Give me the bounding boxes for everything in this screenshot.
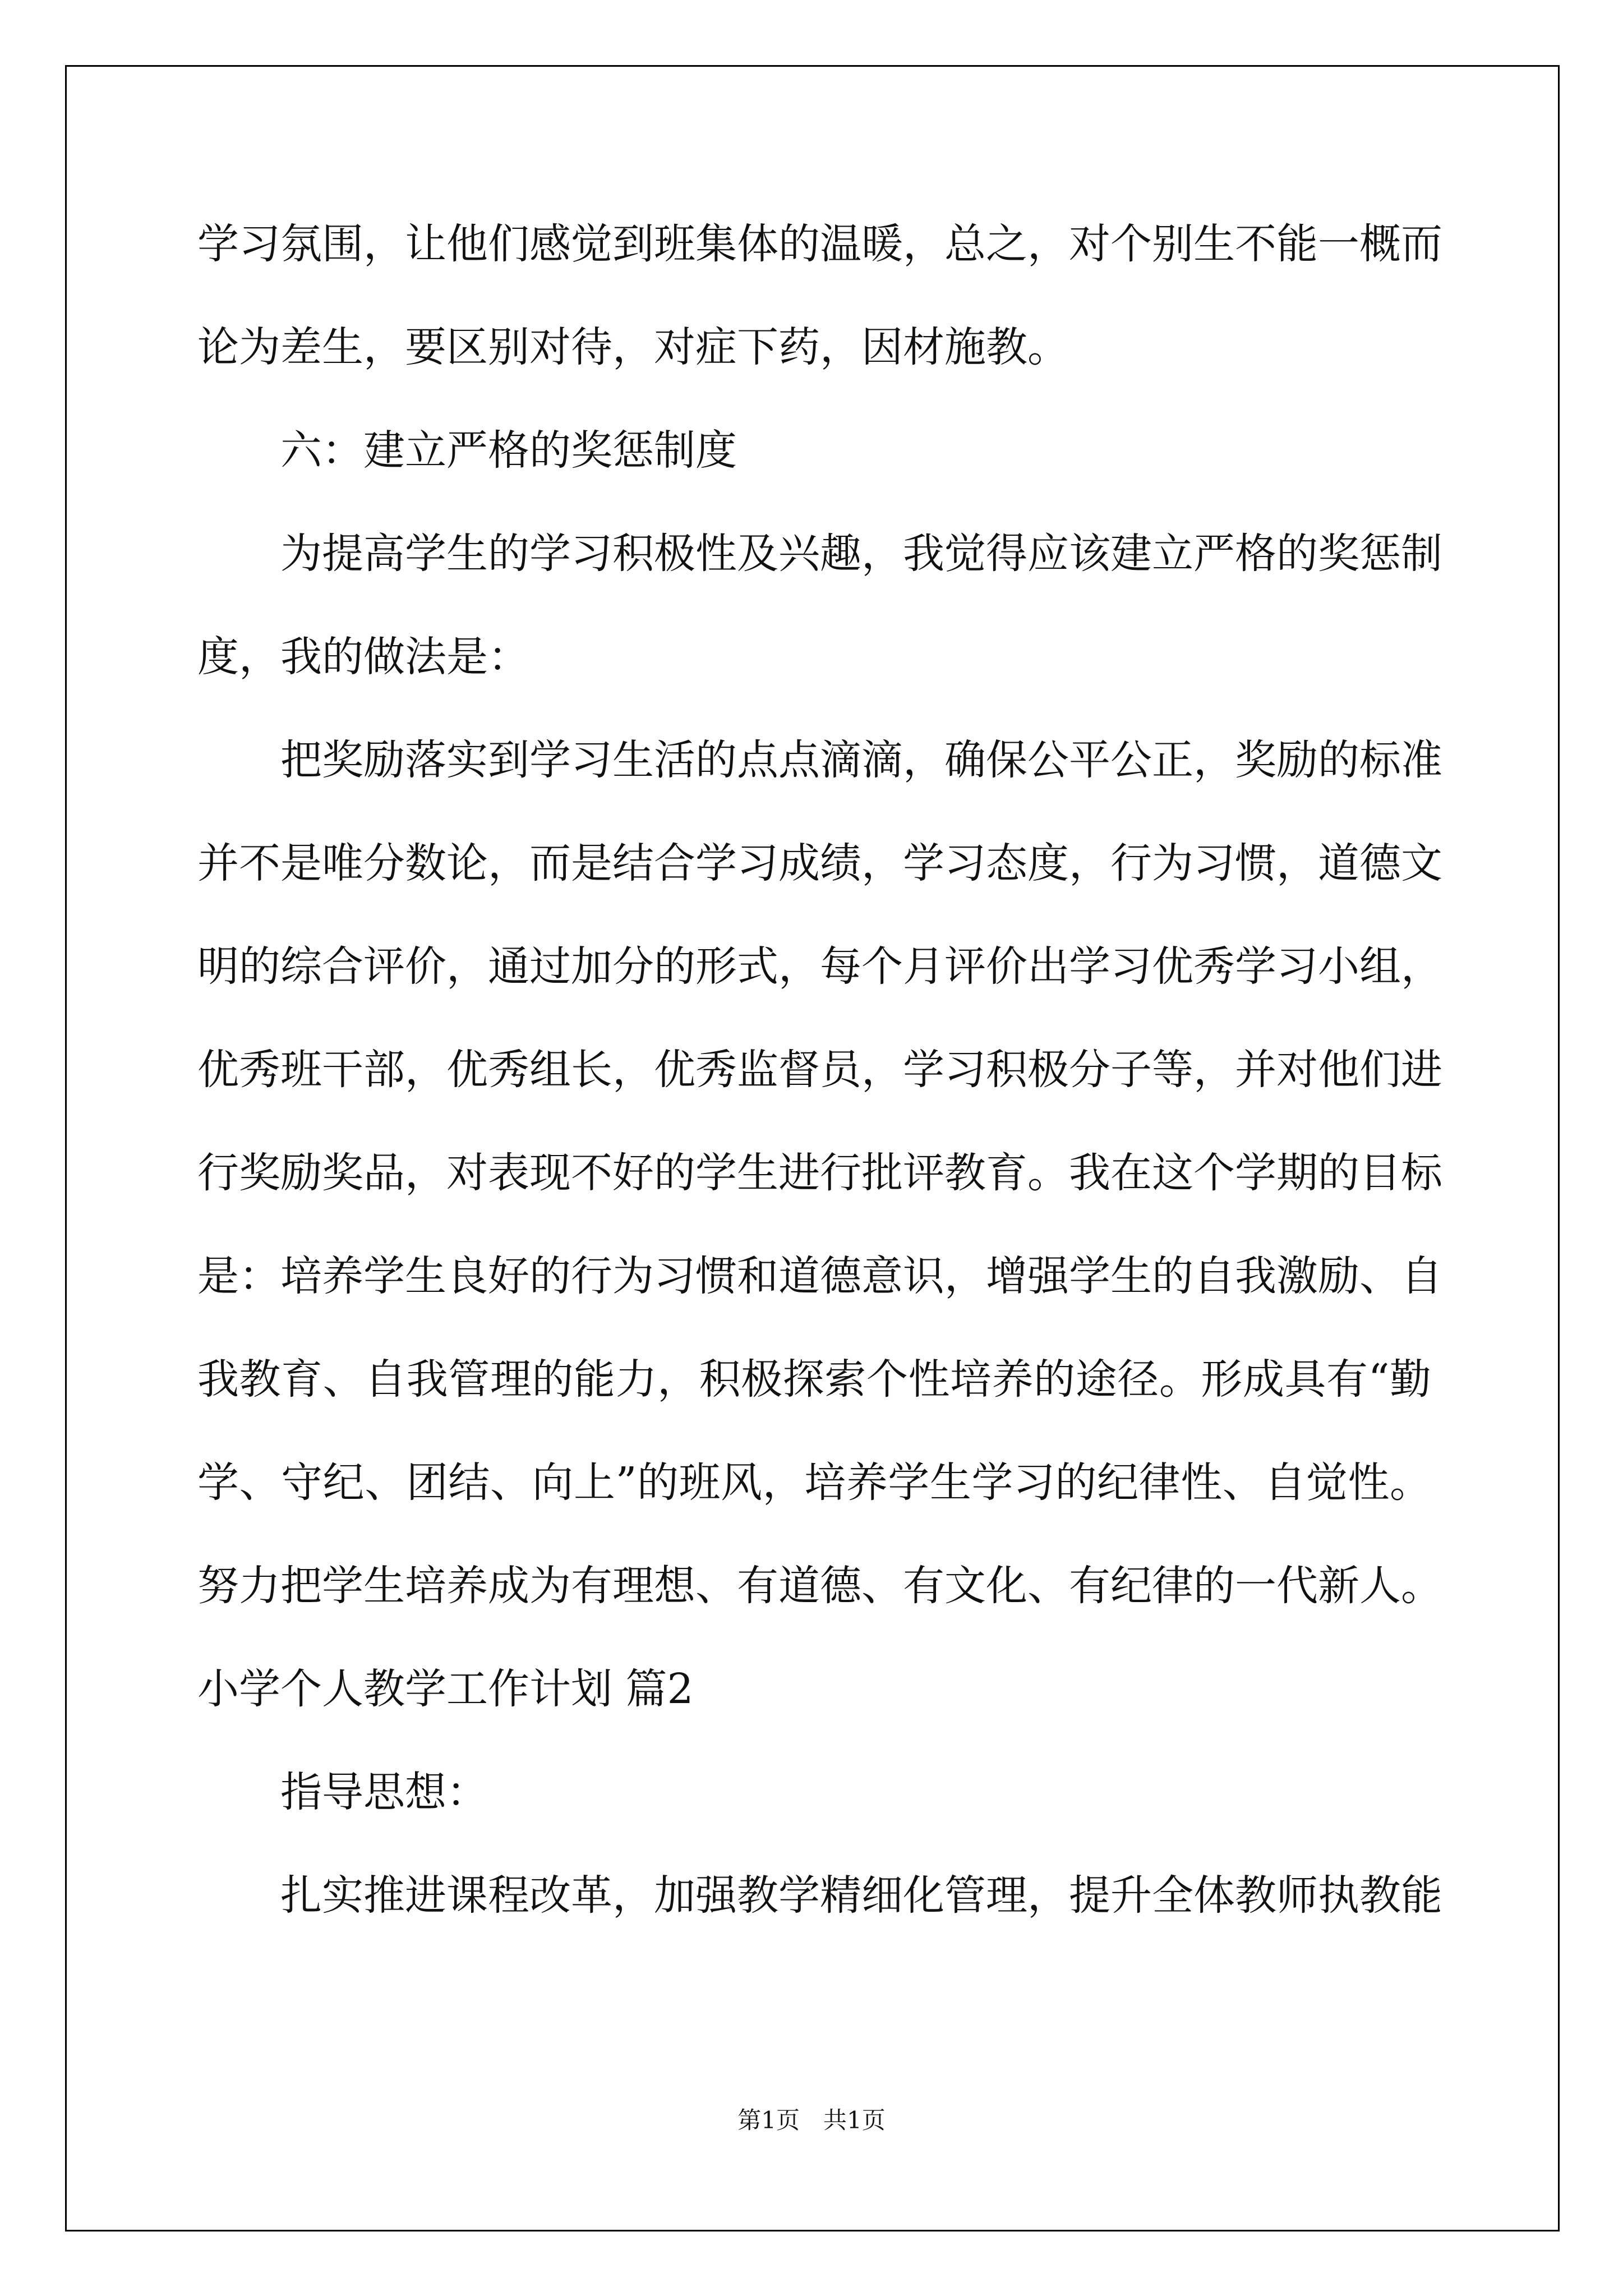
text-line: 并不是唯分数论，而是结合学习成绩，学习态度，行为习惯，道德文 [197,839,1442,887]
text-line: 优秀班干部，优秀组长，优秀监督员，学习积极分子等，并对他们进 [197,1046,1442,1094]
text-line: 学、守纪、团结、向上”的班风，培养学生学习的纪律性、自觉性。 [197,1458,1431,1507]
text-line: 是：培养学生良好的行为习惯和道德意识，增强学生的自我激励、自 [197,1252,1442,1300]
text-line: 把奖励落实到学习生活的点点滴滴，确保公平公正，奖励的标准 [280,736,1442,784]
document-body [197,215,1442,1970]
text-line: 我教育、自我管理的能力，积极探索个性培养的途径。形成具有“勤 [197,1355,1431,1404]
text-line: 度，我的做法是： [197,633,529,681]
text-line: 为提高学生的学习积极性及兴趣，我觉得应该建立严格的奖惩制 [280,530,1442,578]
text-line: 扎实推进课程改革，加强教学精细化管理，提升全体教师执教能 [280,1871,1442,1920]
text-line: 小学个人教学工作计划 篇2 [197,1665,694,1713]
page-footer: 第1页 共1页 [737,2106,886,2134]
text-line: 指导思想： [280,1768,488,1816]
text-line: 学习氛围，让他们感觉到班集体的温暖，总之，对个别生不能一概而 [197,220,1442,268]
text-line: 论为差生，要区别对待，对症下药，因材施教。 [197,323,1069,371]
text-line: 努力把学生培养成为有理想、有道德、有文化、有纪律的一代新人。 [197,1562,1442,1610]
text-line: 行奖励奖品，对表现不好的学生进行批评教育。我在这个学期的目标 [197,1149,1442,1197]
text-line: 明的综合评价，通过加分的形式，每个月评价出学习优秀学习小组， [197,942,1442,991]
text-line: 六：建立严格的奖惩制度 [280,426,737,475]
